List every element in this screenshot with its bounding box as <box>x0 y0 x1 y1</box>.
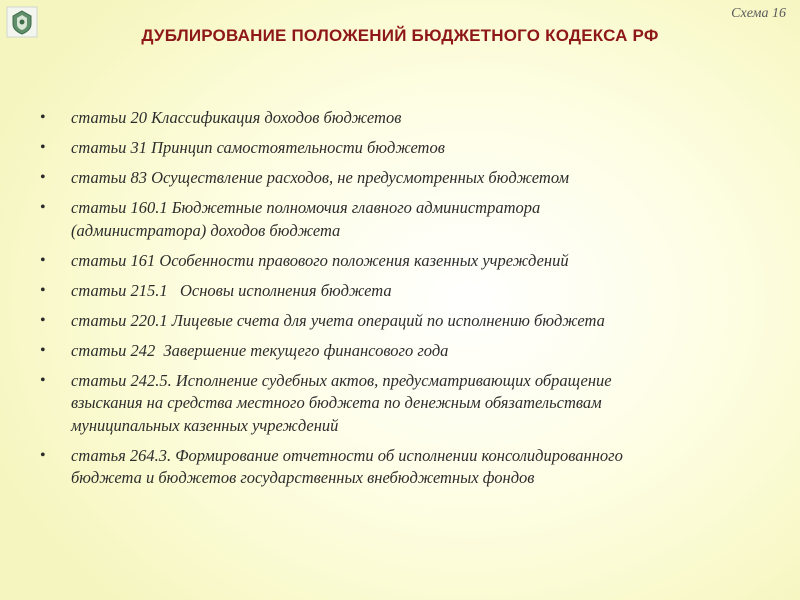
article-line: статьи 242.5. Исполнение судебных актов, предусматривающих обращение <box>71 370 612 390</box>
bullet-icon: • <box>40 281 46 299</box>
article-line: бюджета и бюджетов государственных внебюджетных фондов <box>71 468 535 487</box>
bullet-icon: • <box>40 139 46 156</box>
article-line: статьи 83 Осуществление расходов, не предусмотренных бюджетом <box>71 168 569 187</box>
article-line: статьи 242 Завершение текущего финансового года <box>71 340 449 360</box>
scheme-label: Схема 16 <box>731 6 786 21</box>
list-item <box>40 445 760 490</box>
article-line: муниципальных казенных учреждений <box>71 415 339 435</box>
bullet-icon: • <box>40 446 46 464</box>
bullet-icon: • <box>40 109 46 126</box>
article-line: статьи 160.1 Бюджетные полномочия главного администратора <box>71 198 541 217</box>
article-line: взыскания на средства местного бюджета по денежным обязательствам <box>71 393 602 412</box>
bullet-icon: • <box>40 371 46 389</box>
list-item <box>40 107 760 130</box>
list-item <box>40 137 760 160</box>
bullet-icon: • <box>40 199 46 216</box>
bullet-icon: • <box>40 341 46 359</box>
article-line: статьи 161 Особенности правового положения казенных учреждений <box>71 250 569 270</box>
page-title: ДУБЛИРОВАНИЕ ПОЛОЖЕНИЙ БЮДЖЕТНОГО КОДЕКСА РФ <box>141 26 659 45</box>
articles-list <box>40 107 760 497</box>
bullet-icon: • <box>40 169 46 186</box>
article-line: статья 264.3. Формирование отчетности об исполнении консолидированного <box>71 445 623 465</box>
list-item <box>40 167 760 190</box>
bullet-icon: • <box>40 311 46 329</box>
article-line: статьи 215.1 Основы исполнения бюджета <box>71 280 392 300</box>
list-item <box>40 280 760 303</box>
article-line: статьи 31 Принцип самостоятельности бюджетов <box>71 138 445 157</box>
bullet-icon: • <box>40 251 46 269</box>
list-item <box>40 197 760 242</box>
article-line: (администратора) доходов бюджета <box>71 220 341 240</box>
list-item <box>40 310 760 333</box>
list-item <box>40 370 760 438</box>
article-line: статьи 20 Классификация доходов бюджетов <box>71 108 402 127</box>
list-item <box>40 250 760 273</box>
list-item <box>40 340 760 363</box>
article-line: статьи 220.1 Лицевые счета для учета операций по исполнению бюджета <box>71 310 605 330</box>
